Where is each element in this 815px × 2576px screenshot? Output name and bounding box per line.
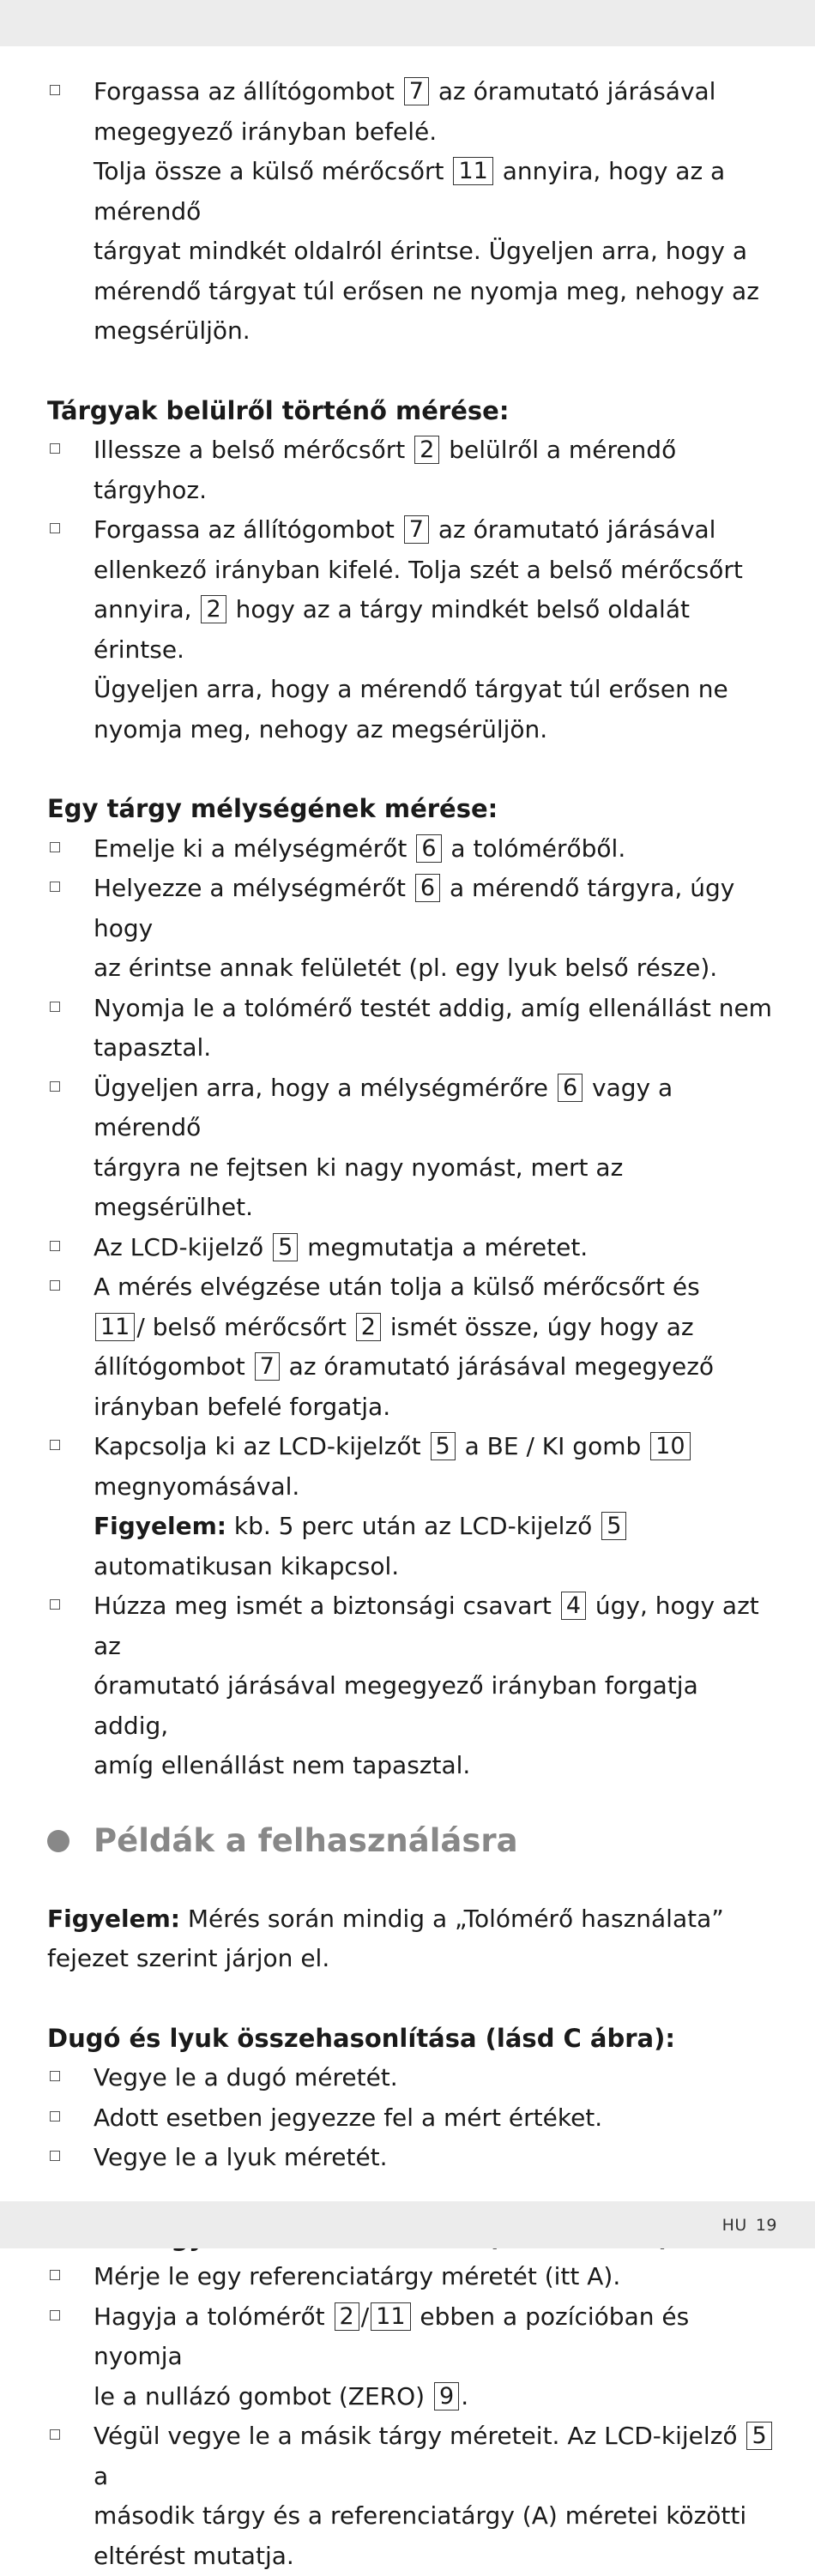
list-item [47,1427,776,1586]
section-title [47,1819,776,1863]
part-number-box: 7 [255,1352,280,1381]
list-item [47,1228,776,1268]
list-item [47,2257,776,2297]
text: második tárgy és a referenciatárgy (A) méretei közötti [94,2496,776,2537]
text: tárgyat mindkét oldalról érintse. Ügyeljen arra, hogy a [94,232,776,272]
note-label: Figyelem: [94,1512,226,1540]
section-title-text: Példák a felhasználásra [94,1822,518,1859]
square-bullet-icon [50,1241,60,1251]
text: eltérést mutatja. [94,2537,776,2576]
text: Helyezze a mélységmérőt [94,874,406,902]
text: Adott esetben jegyezze fel a mért értéket. [94,2098,776,2139]
text: irányban befelé forgatja. [94,1387,776,1428]
text: vagy a mérendő [94,1074,673,1142]
text: annyira, hogy az a mérendő [94,157,725,226]
text: tapasztal. [94,1028,776,1068]
text: az érintse annak felületét (pl. egy lyuk belső része). [94,948,776,989]
text: automatikusan kikapcsol. [94,1547,776,1587]
text: nyomja meg, nehogy az megsérüljön. [94,710,776,750]
page-footer [714,2216,777,2235]
note-paragraph [47,1899,776,1979]
square-bullet-icon [50,842,60,852]
text: belülről a mérendő tárgyhoz. [94,436,676,504]
text: a [94,2462,108,2490]
square-bullet-icon [50,2429,60,2440]
text: Kapcsolja ki az LCD-kijelzőt [94,1432,421,1460]
square-bullet-icon [50,1081,60,1092]
text: . [461,2382,468,2410]
text: megsérüljön. [94,311,776,352]
list-item [47,72,776,352]
footer-band [0,2201,815,2248]
text: tárgyra ne fejtsen ki nagy nyomást, mert az megsérülhet. [94,1148,776,1228]
text: Ügyeljen arra, hogy a mérendő tárgyat túl erősen ne [94,670,776,710]
section-heading: Dugó és lyuk összehasonlítása (lásd C ábra): [47,2019,776,2059]
text: Hagyja a tolómérőt [94,2302,325,2331]
square-bullet-icon [50,85,60,95]
part-number-box: 5 [746,2422,771,2450]
text: Illessze a belső mérőcsőrt [94,436,405,464]
language-code: HU [722,2216,747,2235]
text: az óramutató járásával [438,515,716,544]
square-bullet-icon [50,2111,60,2122]
part-number-box: 2 [414,436,439,464]
text: állítógombot [94,1352,245,1381]
part-number-box: 4 [561,1592,586,1620]
text: Ügyeljen arra, hogy a mélységmérőre [94,1074,548,1102]
text: megegyező irányban befelé. [94,112,776,153]
text: Nyomja le a tolómérő testét addig, amíg ellenállást nem [94,989,776,1029]
square-bullet-icon [50,2071,60,2081]
text: Vegye le a dugó méretét. [94,2058,776,2098]
text: megmutatja a méretet. [307,1233,588,1261]
square-bullet-icon [50,2151,60,2161]
square-bullet-icon [50,1002,60,1012]
text: úgy, hogy azt az [94,1592,759,1660]
page-number: 19 [756,2216,777,2235]
part-number-box: 6 [415,874,440,902]
part-number-box: 6 [558,1074,583,1102]
square-bullet-icon [50,2270,60,2280]
text: Az LCD-kijelző [94,1233,263,1261]
text: az óramutató járásával [438,77,716,105]
square-bullet-icon [50,523,60,533]
part-number-box: 6 [416,834,441,863]
text: Mérés során mindig a „Tolómérő használata” [188,1905,724,1933]
text: ebben a pozícióban és nyomja [94,2302,689,2371]
text: annyira, [94,595,192,623]
list-item [47,2058,776,2098]
list-item [47,2417,776,2576]
list-item [47,989,776,1068]
list-item [47,430,776,510]
text: óramutató járásával megegyező irányban forgatja addig, [94,1666,776,1746]
list-item [47,510,776,749]
text: Húzza meg ismét a biztonsági csavart [94,1592,552,1620]
text: fejezet szerint járjon el. [47,1939,776,1979]
text: a tolómérőből. [450,834,625,863]
text: a BE / KI gomb [465,1432,642,1460]
text: a mérendő tárgyra, úgy hogy [94,874,734,942]
text: Forgassa az állítógombot [94,77,395,105]
text: kb. 5 perc után az LCD-kijelző [234,1512,592,1540]
list-item [47,1068,776,1228]
part-number-box: 5 [601,1512,626,1540]
list-item [47,869,776,989]
text: ismét össze, úgy hogy az [390,1313,694,1341]
part-number-box: 2 [335,2302,359,2331]
text: Mérje le egy referenciatárgy méretét (itt A). [94,2257,776,2297]
text: / belső mérőcsőrt [136,1313,346,1341]
text: amíg ellenállást nem tapasztal. [94,1746,776,1786]
list-item [47,1267,776,1427]
list-item [47,1586,776,1786]
section-heading: Tárgyak belülről történő mérése: [47,391,776,431]
text: Végül vegye le a másik tárgy méreteit. Az LCD-kijelző [94,2422,738,2450]
part-number-box: 11 [95,1313,135,1341]
list-item [47,2297,776,2417]
list-item [47,2138,776,2178]
text: megnyomásával. [94,1467,776,1508]
text: Vegye le a lyuk méretét. [94,2138,776,2178]
text: Tolja össze a külső mérőcsőrt [94,157,444,185]
square-bullet-icon [50,1440,60,1450]
note-label: Figyelem: [47,1905,180,1933]
part-number-box: 5 [431,1432,456,1460]
part-number-box: 11 [371,2302,410,2331]
part-number-box: 2 [201,595,226,623]
part-number-box: 7 [404,515,429,544]
text: ellenkező irányban kifelé. Tolja szét a belső mérőcsőrt [94,551,776,591]
text: A mérés elvégzése után tolja a külső mérőcsőrt és [94,1267,776,1308]
text: Forgassa az állítógombot [94,515,395,544]
part-number-box: 11 [453,157,492,185]
text: az óramutató járásával megegyező [289,1352,714,1381]
text: le a nullázó gombot (ZERO) [94,2382,425,2410]
part-number-box: 10 [650,1432,690,1460]
part-number-box: 5 [273,1233,298,1261]
square-bullet-icon [50,443,60,454]
text: hogy az a tárgy mindkét belső oldalát érintse. [94,595,690,664]
text: / [361,2302,369,2331]
square-bullet-icon [50,1599,60,1610]
square-bullet-icon [50,1280,60,1291]
part-number-box: 9 [434,2382,459,2410]
bullet-dot-icon [47,1830,69,1852]
list-item [47,829,776,870]
text: mérendő tárgyat túl erősen ne nyomja meg, nehogy az [94,272,776,312]
top-band [0,0,815,46]
square-bullet-icon [50,2310,60,2320]
text: Emelje ki a mélységmérőt [94,834,407,863]
manual-page-content [47,72,776,2576]
section-heading: Egy tárgy mélységének mérése: [47,789,776,829]
part-number-box: 7 [404,77,429,105]
square-bullet-icon [50,882,60,892]
part-number-box: 2 [356,1313,381,1341]
list-item [47,2098,776,2139]
